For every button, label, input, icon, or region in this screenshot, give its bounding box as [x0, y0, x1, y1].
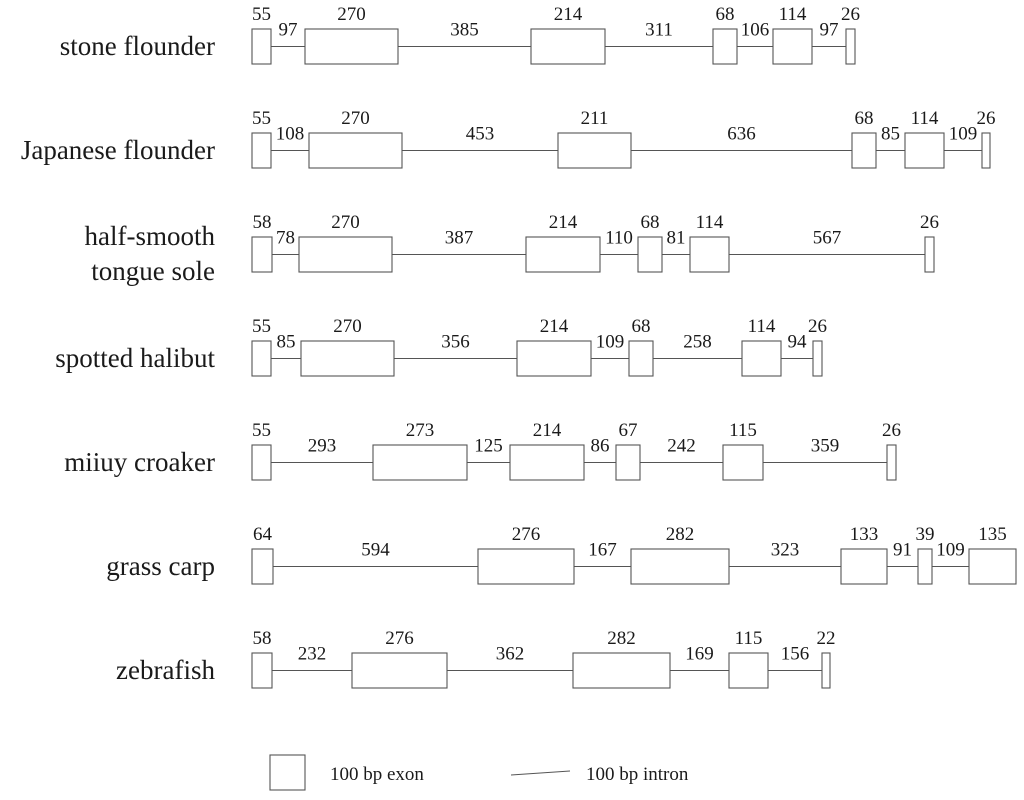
exon-length-label: 55	[252, 108, 271, 129]
exon-box	[373, 445, 467, 480]
exon-box	[742, 341, 781, 376]
intron-length-label: 108	[275, 123, 305, 145]
exon-length-label: 114	[747, 316, 776, 337]
exon-length-label: 39	[915, 524, 935, 545]
exon-length-label: 64	[253, 524, 272, 545]
exon-box	[301, 341, 394, 376]
intron-length-label: 97	[819, 19, 839, 41]
exon-box	[252, 445, 271, 480]
exon-box	[299, 237, 392, 272]
intron-length-label: 109	[948, 123, 978, 145]
intron-length-label: 362	[495, 643, 525, 665]
exon-length-label: 68	[640, 212, 660, 233]
species-name: miiuy croaker	[64, 447, 215, 477]
species-rows	[21, 4, 1016, 688]
exon-length-label: 68	[715, 4, 735, 25]
exon-length-label: 270	[337, 4, 366, 25]
exon-box	[852, 133, 876, 168]
exon-box	[918, 549, 932, 584]
exon-box	[526, 237, 600, 272]
exon-box	[558, 133, 631, 168]
intron-length-label: 567	[812, 227, 842, 249]
exon-box	[252, 29, 271, 64]
exon-box	[352, 653, 447, 688]
exon-box	[905, 133, 944, 168]
intron-length-label: 86	[590, 435, 610, 457]
exon-length-label: 55	[252, 316, 271, 337]
intron-length-label: 94	[787, 331, 807, 353]
exon-length-label: 276	[385, 628, 414, 649]
exon-box	[252, 341, 271, 376]
exon-length-label: 270	[333, 316, 362, 337]
exon-length-label: 55	[252, 420, 271, 441]
intron-length-label: 78	[276, 227, 295, 249]
species-row	[64, 420, 901, 480]
exon-box	[631, 549, 729, 584]
species-row	[21, 108, 996, 168]
intron-length-label: 242	[667, 435, 696, 457]
intron-length-label: 453	[465, 123, 495, 145]
exon-box	[531, 29, 605, 64]
species-row	[55, 316, 827, 376]
species-name: tongue sole	[91, 256, 215, 286]
exon-box	[573, 653, 670, 688]
exon-length-label: 214	[539, 316, 569, 337]
exon-length-label: 273	[405, 420, 435, 441]
exon-length-label: 26	[882, 420, 901, 441]
exon-length-label: 270	[341, 108, 370, 129]
exon-length-label: 282	[607, 628, 636, 649]
exon-length-label: 68	[631, 316, 651, 337]
species-name: zebrafish	[116, 655, 215, 685]
exon-box	[252, 237, 272, 272]
exon-length-label: 214	[532, 420, 562, 441]
exon-length-label: 135	[978, 524, 1007, 545]
exon-box	[887, 445, 896, 480]
exon-length-label: 67	[618, 420, 638, 441]
exon-box	[969, 549, 1016, 584]
legend-exon-label: 100 bp exon	[330, 764, 424, 785]
intron-length-label: 97	[278, 19, 298, 41]
exon-length-label: 114	[778, 4, 807, 25]
exon-box	[252, 133, 271, 168]
species-row	[116, 628, 835, 688]
intron-length-label: 385	[450, 19, 479, 41]
species-name: grass carp	[106, 551, 215, 581]
exon-length-label: 270	[331, 212, 360, 233]
exon-length-label: 211	[580, 108, 609, 129]
species-name: stone flounder	[59, 31, 215, 61]
exon-box	[252, 653, 272, 688]
intron-length-label: 125	[474, 435, 503, 457]
exon-length-label: 214	[553, 4, 583, 25]
species-name: half-smooth	[84, 221, 215, 251]
species-name: spotted halibut	[55, 343, 215, 373]
species-row	[85, 212, 939, 286]
legend-intron-label: 100 bp intron	[586, 764, 689, 785]
exon-length-label: 133	[849, 524, 879, 545]
legend-intron-line	[511, 771, 570, 775]
exon-box	[629, 341, 653, 376]
exon-box	[638, 237, 662, 272]
exon-box	[478, 549, 574, 584]
exon-box	[510, 445, 584, 480]
intron-length-label: 91	[893, 539, 912, 561]
intron-length-label: 109	[936, 539, 965, 561]
intron-length-label: 311	[645, 19, 673, 41]
intron-length-label: 387	[444, 227, 474, 249]
exon-box	[309, 133, 402, 168]
intron-length-label: 106	[740, 19, 770, 41]
exon-length-label: 114	[910, 108, 939, 129]
intron-length-label: 258	[683, 331, 712, 353]
exon-box	[982, 133, 990, 168]
species-name: Japanese flounder	[20, 135, 215, 165]
intron-length-label: 85	[881, 123, 900, 145]
intron-length-label: 167	[588, 539, 617, 561]
exon-length-label: 26	[808, 316, 827, 337]
intron-length-label: 156	[780, 643, 810, 665]
exon-length-label: 282	[665, 524, 695, 545]
exon-box	[925, 237, 934, 272]
legend	[270, 755, 689, 790]
intron-length-label: 359	[810, 435, 840, 457]
exon-box	[723, 445, 763, 480]
exon-length-label: 276	[511, 524, 541, 545]
exon-length-label: 26	[920, 212, 939, 233]
exon-box	[841, 549, 887, 584]
exon-length-label: 58	[252, 628, 272, 649]
intron-length-label: 110	[605, 227, 633, 249]
exon-box	[813, 341, 822, 376]
exon-box	[252, 549, 273, 584]
exon-length-label: 55	[252, 4, 271, 25]
legend-exon-box	[270, 755, 305, 790]
exon-length-label: 26	[841, 4, 860, 25]
intron-length-label: 594	[361, 539, 390, 561]
species-row	[106, 524, 1016, 584]
exon-length-label: 22	[816, 628, 836, 649]
exon-box	[822, 653, 830, 688]
exon-length-label: 26	[976, 108, 996, 129]
intron-length-label: 85	[276, 331, 296, 353]
exon-length-label: 115	[729, 420, 757, 441]
intron-length-label: 169	[685, 643, 714, 665]
exon-box	[305, 29, 398, 64]
intron-length-label: 232	[297, 643, 327, 665]
exon-length-label: 214	[548, 212, 578, 233]
exon-length-label: 114	[695, 212, 724, 233]
exon-box	[517, 341, 591, 376]
intron-length-label: 293	[307, 435, 337, 457]
exon-length-label: 115	[734, 628, 763, 649]
exon-box	[729, 653, 768, 688]
intron-length-label: 109	[595, 331, 625, 353]
exon-box	[713, 29, 737, 64]
intron-length-label: 81	[666, 227, 686, 249]
intron-length-label: 323	[770, 539, 800, 561]
exon-box	[773, 29, 812, 64]
exon-length-label: 58	[252, 212, 272, 233]
intron-length-label: 636	[727, 123, 756, 145]
species-row	[60, 4, 860, 64]
intron-length-label: 356	[441, 331, 470, 353]
exon-box	[690, 237, 729, 272]
exon-box	[846, 29, 855, 64]
exon-box	[616, 445, 640, 480]
exon-length-label: 68	[854, 108, 874, 129]
